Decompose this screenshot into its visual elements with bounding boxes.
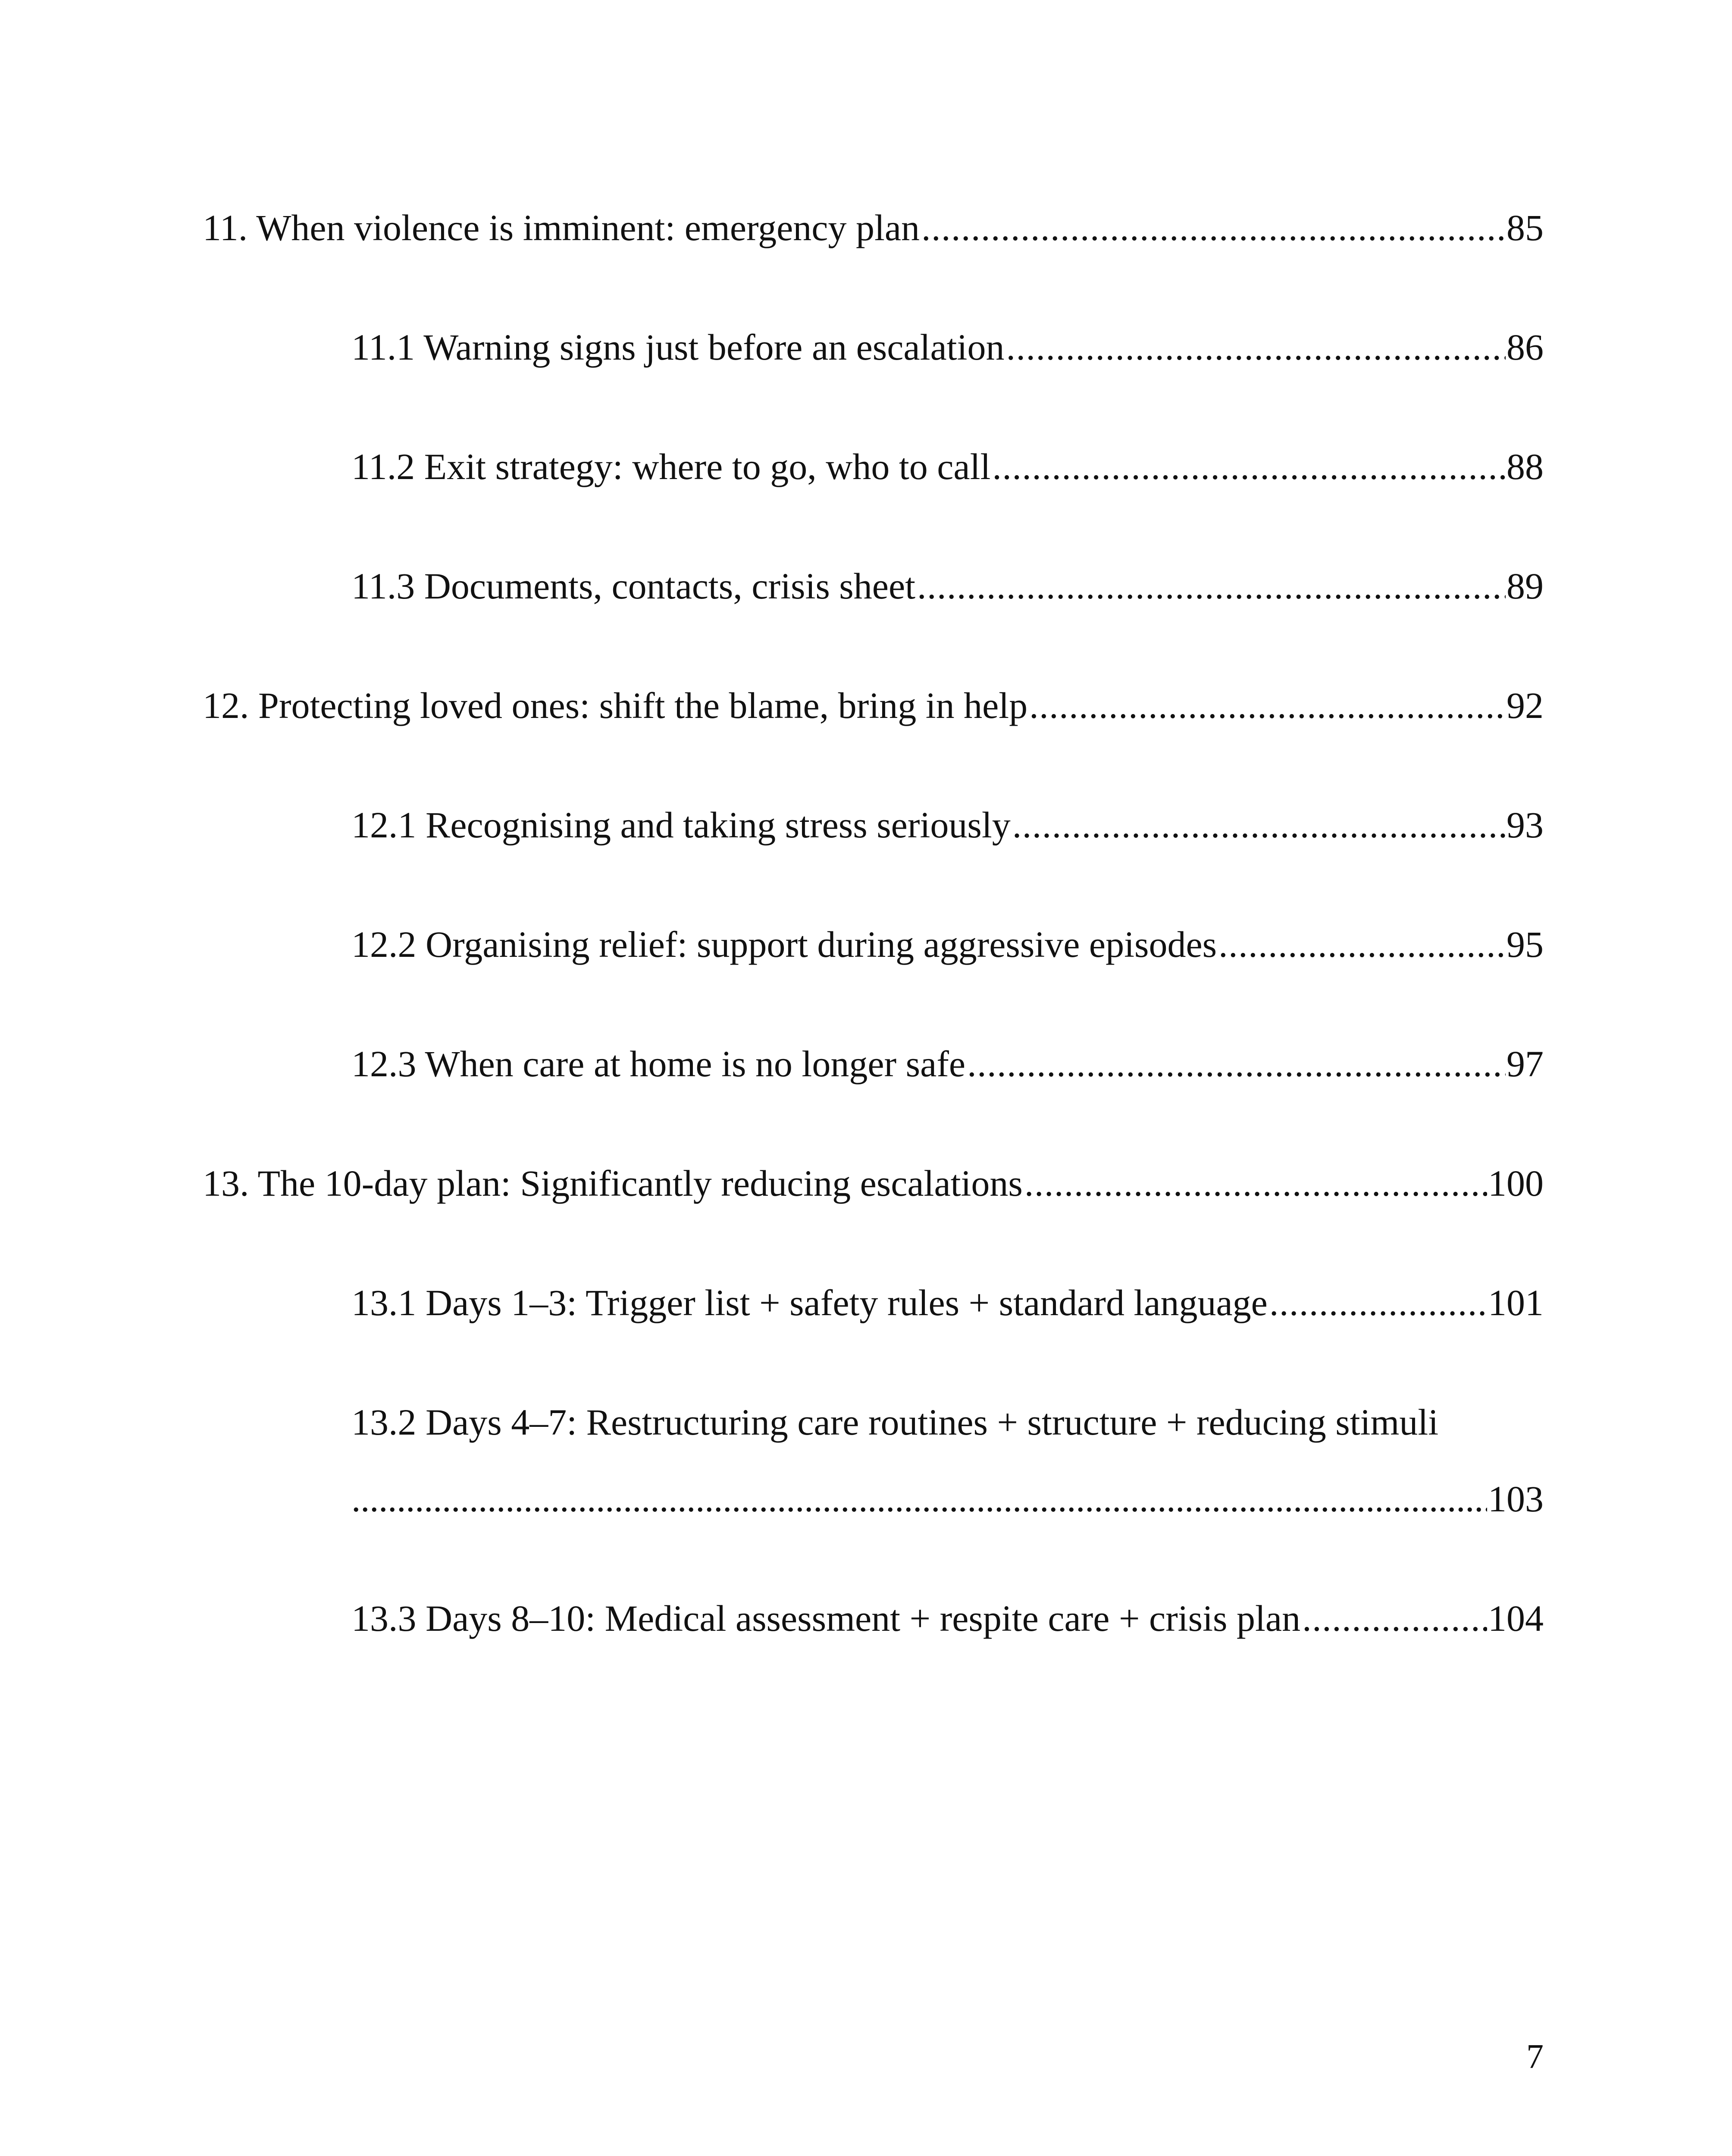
toc-dot-leader bbox=[1218, 923, 1506, 966]
toc-entry-continuation bbox=[203, 1477, 1544, 1520]
toc-dot-leader bbox=[1029, 684, 1506, 727]
toc-entry[interactable] bbox=[203, 1042, 1544, 1085]
toc-entry-page: 93 bbox=[1506, 804, 1544, 846]
toc-dot-leader bbox=[1269, 1281, 1487, 1324]
toc-entry[interactable] bbox=[203, 326, 1544, 369]
toc-entry[interactable] bbox=[203, 1401, 1544, 1520]
toc-entry-page: 88 bbox=[1506, 446, 1544, 487]
toc-entry-title: 12. Protecting loved ones: shift the blame, bring in help bbox=[203, 685, 1028, 726]
toc-entry-title: 12.3 When care at home is no longer safe bbox=[351, 1043, 966, 1084]
toc-entry-page: 89 bbox=[1506, 565, 1544, 607]
toc-entry-title: 11.3 Documents, contacts, crisis sheet bbox=[351, 565, 916, 607]
toc-entry-page: 92 bbox=[1506, 685, 1544, 726]
toc-entry-page: 97 bbox=[1506, 1043, 1544, 1084]
toc-dot-leader bbox=[921, 206, 1506, 249]
toc-entry[interactable] bbox=[203, 445, 1544, 488]
toc-entry[interactable] bbox=[203, 684, 1544, 727]
toc-entry-page: 104 bbox=[1488, 1598, 1544, 1639]
toc-dot-leader bbox=[351, 1477, 1487, 1520]
toc-entry[interactable] bbox=[203, 923, 1544, 966]
toc-entry[interactable] bbox=[203, 206, 1544, 249]
toc-entry[interactable] bbox=[203, 1162, 1544, 1205]
toc-dot-leader bbox=[1024, 1162, 1487, 1205]
toc-entry[interactable] bbox=[203, 1281, 1544, 1324]
toc-entry-title: 11. When violence is imminent: emergency plan bbox=[203, 207, 920, 248]
toc-entry-title: 11.2 Exit strategy: where to go, who to call bbox=[351, 446, 991, 487]
toc-entry-page: 101 bbox=[1488, 1282, 1544, 1323]
toc-dot-leader bbox=[992, 445, 1506, 488]
table-of-contents bbox=[203, 206, 1544, 1716]
toc-dot-leader bbox=[1006, 326, 1506, 369]
toc-entry-page: 86 bbox=[1506, 326, 1544, 368]
toc-entry-title: 11.1 Warning signs just before an escalation bbox=[351, 326, 1005, 368]
toc-dot-leader bbox=[917, 564, 1506, 608]
toc-entry-page: 95 bbox=[1506, 924, 1544, 965]
page-number: 7 bbox=[1526, 2038, 1544, 2076]
toc-dot-leader bbox=[1012, 803, 1506, 846]
toc-entry-title: 12.2 Organising relief: support during aggressive episodes bbox=[351, 924, 1217, 965]
toc-entry[interactable] bbox=[203, 803, 1544, 846]
toc-dot-leader bbox=[1302, 1597, 1487, 1640]
toc-entry[interactable] bbox=[203, 1597, 1544, 1640]
toc-entry-title: 13.3 Days 8–10: Medical assessment + respite care + crisis plan bbox=[351, 1598, 1301, 1639]
toc-entry-page: 103 bbox=[1488, 1478, 1544, 1520]
toc-entry-title: 13.1 Days 1–3: Trigger list + safety rules + standard language bbox=[351, 1282, 1268, 1323]
toc-entry-title: 13.2 Days 4–7: Restructuring care routines + structure + reducing stimuli bbox=[351, 1401, 1439, 1443]
toc-entry-title: 12.1 Recognising and taking stress seriously bbox=[351, 804, 1011, 846]
toc-dot-leader bbox=[967, 1042, 1506, 1085]
toc-entry-title: 13. The 10-day plan: Significantly reducing escalations bbox=[203, 1163, 1023, 1204]
toc-entry[interactable] bbox=[203, 564, 1544, 608]
toc-entry-page: 100 bbox=[1488, 1163, 1544, 1204]
toc-entry-page: 85 bbox=[1506, 207, 1544, 248]
